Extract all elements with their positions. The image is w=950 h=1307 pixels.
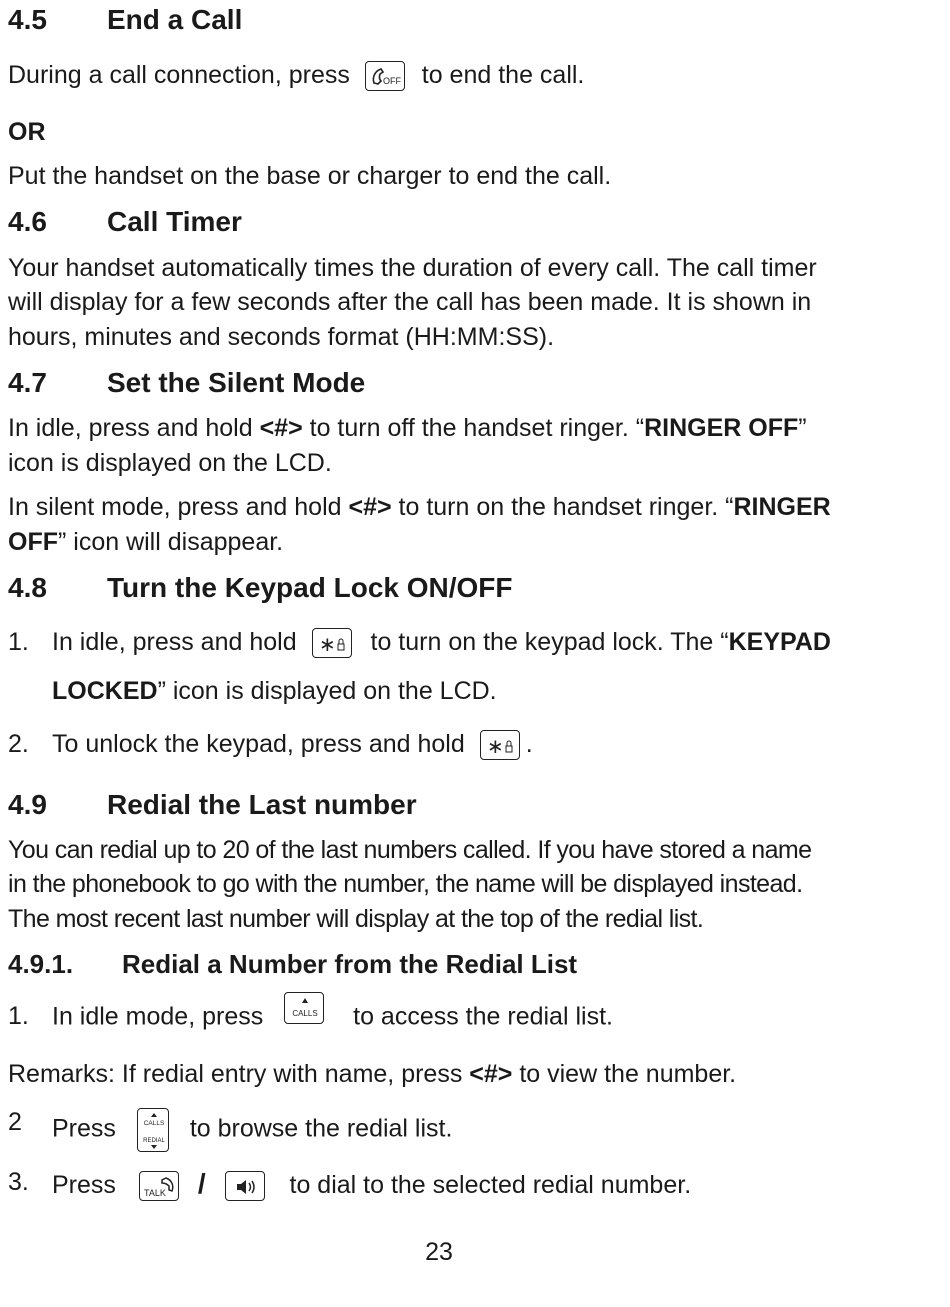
redial-item-3-number: 3.: [8, 1168, 29, 1196]
speaker-key-icon: [225, 1171, 265, 1201]
section-4-6-title: Call Timer: [107, 206, 242, 237]
section-4-5-title: End a Call: [107, 4, 243, 35]
section-4-9-title: Redial the Last number: [107, 789, 417, 820]
calls-key-label: CALLS: [143, 1120, 165, 1127]
silent-mode-line-4: OFF” icon will disappear.: [8, 528, 284, 556]
calls-redial-key-icon: [137, 1108, 169, 1152]
key-separator-slash: /: [197, 1168, 206, 1199]
end-call-text-pre: During a call connection, press: [8, 61, 350, 89]
hash-key-text: <#>: [469, 1060, 513, 1088]
star-lock-key-icon: [480, 730, 520, 760]
talk-key-label: TALK: [143, 1188, 166, 1199]
calls-key-icon: [284, 992, 324, 1024]
silent-mode-line-2: icon is displayed on the LCD.: [8, 449, 332, 477]
off-key-label: OFF: [382, 76, 401, 87]
remarks-paragraph: Remarks: If redial entry with name, press <#> to view the number.: [8, 1060, 737, 1088]
keypad-item-2-number: 2.: [8, 730, 29, 758]
locked-text: LOCKED: [52, 677, 158, 705]
star-lock-key-icon: [312, 628, 352, 658]
redial-item-3-text: Press TALK / to dial to the selected redial number.: [52, 1168, 691, 1201]
off-text: OFF: [8, 528, 58, 556]
section-4-5-number: 4.5: [8, 4, 47, 35]
call-timer-line-2: will display for a few seconds after the call has been made. It is shown in: [8, 288, 812, 316]
redial-line-2: in the phonebook to go with the number, the name will be displayed instead.: [8, 870, 803, 898]
section-4-9-number: 4.9: [8, 789, 47, 820]
page-number: 23: [425, 1238, 453, 1266]
silent-mode-line-3: In silent mode, press and hold <#> to turn on the handset ringer. “RINGER: [8, 493, 831, 521]
keypad-item-1-line-1: In idle, press and hold ∗ to turn on the keypad lock. The “KEYPAD: [52, 628, 831, 657]
ringer-text: RINGER: [733, 493, 831, 521]
section-4-8-number: 4.8: [8, 572, 47, 603]
silent-mode-line-1: In idle, press and hold <#> to turn off the handset ringer. “RINGER OFF”: [8, 414, 807, 442]
put-handset-paragraph: Put the handset on the base or charger to end the call.: [8, 162, 612, 190]
star-key-label: ∗: [486, 734, 504, 759]
phone-off-key-icon: [365, 61, 405, 91]
ringer-off-text: RINGER OFF: [644, 414, 799, 442]
redial-item-2-text: Press CALLS REDIAL to browse the redial list.: [52, 1108, 452, 1152]
section-4-6-number: 4.6: [8, 206, 47, 237]
redial-item-1-text: In idle mode, press CALLS to access the redial list.: [52, 1002, 613, 1034]
talk-key-icon: [139, 1171, 179, 1201]
redial-item-1-number: 1.: [8, 1002, 29, 1030]
or-label: OR: [8, 118, 46, 146]
keypad-item-1-number: 1.: [8, 628, 29, 656]
redial-line-1: You can redial up to 20 of the last numbers called. If you have stored a name: [8, 836, 812, 864]
section-4-7-number: 4.7: [8, 367, 47, 398]
keypad-item-2-text: To unlock the keypad, press and hold ∗ .: [52, 730, 533, 759]
star-key-label: ∗: [318, 632, 336, 657]
redial-item-2-number: 2: [8, 1108, 22, 1136]
calls-key-label: CALLS: [292, 1009, 318, 1018]
section-4-9-1-title: Redial a Number from the Redial List: [122, 949, 578, 979]
redial-key-label: REDIAL: [143, 1138, 165, 1144]
call-timer-line-1: Your handset automatically times the duration of every call. The call timer: [8, 254, 817, 282]
hash-key-text: <#>: [259, 414, 303, 442]
section-4-7-title: Set the Silent Mode: [107, 367, 366, 398]
hash-key-text: <#>: [348, 493, 392, 521]
end-call-paragraph: [8, 61, 584, 91]
section-4-8-title: Turn the Keypad Lock ON/OFF: [107, 572, 513, 603]
keypad-text: KEYPAD: [728, 628, 831, 656]
redial-line-3: The most recent last number will display at the top of the redial list.: [8, 905, 704, 933]
end-call-text-post: to end the call.: [421, 61, 585, 89]
call-timer-line-3: hours, minutes and seconds format (HH:MM:SS).: [8, 323, 555, 351]
section-4-9-1-number: 4.9.1.: [8, 949, 74, 979]
keypad-item-1-line-2: LOCKED” icon is displayed on the LCD.: [52, 677, 497, 705]
